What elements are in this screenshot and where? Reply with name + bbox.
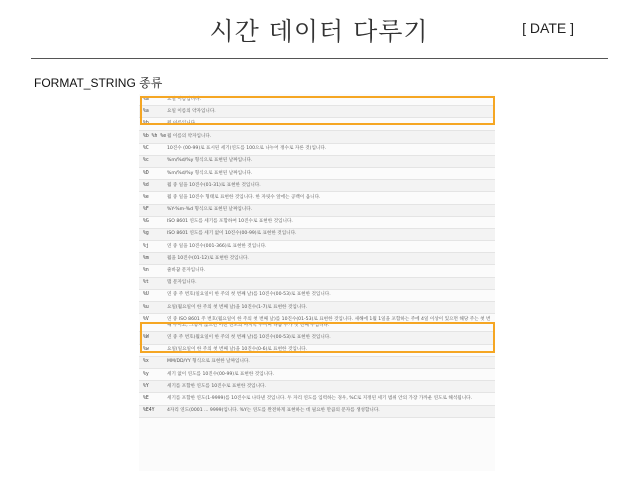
format-description: ISO 8601 연도를 세기를 포함하여 10진수로 표현한 것입니다. [167,219,293,225]
format-code: %m [143,255,149,261]
format-code: %x [143,359,149,365]
table-row [139,332,495,344]
format-code: %b %h %e [143,133,167,139]
table-row [139,393,495,405]
table-row [139,205,495,217]
format-description: 세기를 포함한 연도를 10진수로 표현한 것입니다. [167,383,266,389]
format-description: MM/DD/YY 형식으로 표현한 날짜입니다. [167,359,250,365]
format-description: 요일(일요일이 한 주의 첫 번째 날)을 10진수(0-6)로 표현한 것입니다. [167,347,308,353]
format-code: %a [143,96,149,102]
format-code: %b [143,120,149,126]
format-code: %d [143,182,149,188]
format-description: 월 중 일을 10진수(01-31)로 표현한 것입니다. [167,182,261,188]
slide-title: 시간 데이터 다루기 [209,17,429,46]
format-description: 세기 없이 연도를 10진수(00-99)로 표현한 것입니다. [167,371,274,377]
format-description: %m/%d/%y 형식으로 표현된 날짜입니다. [167,158,253,164]
format-description: 연 중 일을 10진수(001-366)로 표현한 것입니다. [167,243,267,249]
format-code: %W [143,334,149,340]
format-description: ISO 8601 연도를 세기 없이 10진수(00-99)로 표현한 것입니다. [167,231,297,237]
format-code: %C [143,146,149,152]
table-row [139,278,495,290]
table-row [139,118,495,130]
table-row [139,253,495,265]
format-description: 월 이름의 약자입니다. [167,133,212,139]
format-code: %y [143,371,149,377]
format-description: 요일 이름입니다. [167,96,201,102]
format-string-table [139,94,495,471]
format-description: 연 중 ISO 8601 주 번호(월요일이 한 주의 첫 번째 날)를 10진수(01-53)로 표현한 것입니다. 새해에 1월 1일을 포함하는 주에 4일 이상이 있으면 해당 주는 첫 번째 주이고, 그렇지 않으면 이전 연도의 마지막 주이며 다음 주가 첫 번째 주입니다. [167,316,491,328]
format-code: %g [143,231,149,237]
table-row [139,217,495,229]
table-row [139,156,495,168]
format-code: %D [143,170,149,176]
format-description: 세기를 포함한 연도(1-9999)를 10진수로 나타낸 것입니다. 두 자리 연도를 입력하는 경우, %C로 지정된 세기 범위 안의 가장 가까운 연도로 해석됩니다. [167,395,473,401]
format-description: 요일 이름의 약자입니다. [167,108,216,114]
format-code: %F [143,207,149,213]
format-code: %V [143,316,149,322]
table-row [139,229,495,241]
format-description: 10진수 (00-99)로 표시된 세기(연도를 100으로 나누어 정수로 자른 것)입니다. [167,146,327,152]
table-row [139,180,495,192]
format-code: %w [143,347,149,353]
format-description: 4자리 연도(0001 ... 9999)입니다. %Y는 연도를 완전하게 표현하는 데 필요한 만큼의 문자를 생성합니다. [167,408,380,414]
table-row [139,357,495,369]
table-row [139,406,495,418]
format-code: %t [143,280,149,286]
table-row [139,302,495,314]
table-row [139,144,495,156]
format-code: %n [143,268,149,274]
format-description: 요일(월요일이 한 주의 첫 번째 날)을 10진수(1-7)로 표현한 것입니다. [167,304,308,310]
format-description: 월 중 일을 10진수 형태로 표현한 것입니다. 한 자릿수 앞에는 공백이 옵니다. [167,194,321,200]
table-row [139,94,495,106]
format-description: 연 중 주 번호(일요일이 한 주의 첫 번째 날)를 10진수(00-53)로 표현한 것입니다. [167,292,331,298]
format-code: %e [143,194,149,200]
format-description: 줄바꿈 문자입니다. [167,268,206,274]
table-row [139,131,495,144]
table-row [139,369,495,381]
format-description: %m/%d/%y 형식으로 표현된 날짜입니다. [167,170,253,176]
table-row [139,290,495,302]
format-code: %E4Y [143,408,155,414]
format-description: 탭 문자입니다. [167,280,197,286]
format-description: %Y-%m-%d 형식으로 표현된 날짜입니다. [167,207,253,213]
format-code: %j [143,243,149,249]
format-code: %u [143,304,149,310]
table-row [139,192,495,204]
format-code: %Y [143,383,149,389]
table-row [139,345,495,357]
format-code: %c [143,158,149,164]
format-description: 월을 10진수(01-12)로 표현한 것입니다. [167,255,249,261]
table-row [139,265,495,277]
table-row [139,381,495,393]
format-code: %G [143,219,149,225]
format-code: %E [143,395,149,401]
title-divider [31,58,608,59]
format-code: %a [143,108,149,114]
format-code: %U [143,292,149,298]
table-row [139,106,495,118]
format-description: 연 중 주 번호(월요일이 한 주의 첫 번째 날)를 10진수(00-53)로 표현한 것입니다. [167,334,331,340]
table-row [139,314,495,332]
format-description: 월 이름입니다. [167,120,197,126]
table-row [139,241,495,253]
table-row [139,168,495,180]
section-title: FORMAT_STRING 종류 [34,76,163,90]
date-tag: [ DATE ] [522,20,574,36]
